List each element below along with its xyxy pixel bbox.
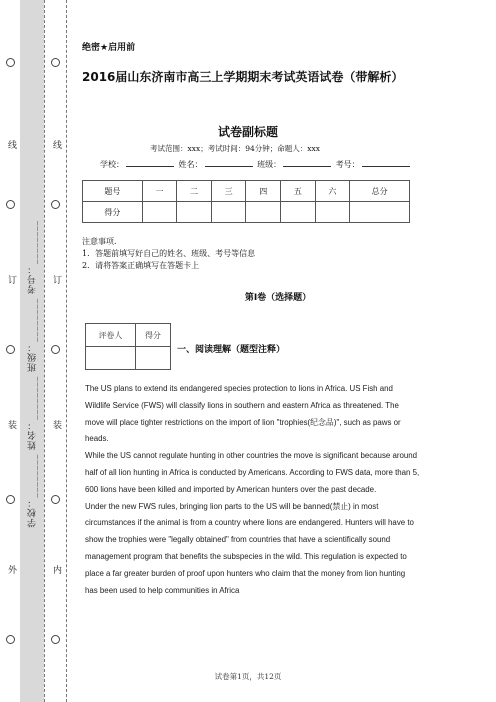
class-blank[interactable] <box>283 158 331 167</box>
inner-label-order: 订 <box>51 275 61 285</box>
school-blank[interactable] <box>126 158 174 167</box>
name-blank[interactable] <box>205 158 253 167</box>
score-header-cell: 总分 <box>350 181 410 202</box>
exam-title: 2016届山东济南市高三上学期期末考试英语试卷（带解析） <box>82 70 404 84</box>
score-header-cell: 三 <box>211 181 246 202</box>
school-label: 学校： <box>100 160 124 169</box>
score-cell[interactable] <box>211 202 246 223</box>
class-label: 班级： <box>257 160 282 169</box>
confidential-mark: 绝密★启用前 <box>82 43 136 53</box>
grader-score-cell[interactable] <box>135 347 170 370</box>
score-cell[interactable] <box>281 202 316 223</box>
passage-paragraph: While the US cannot regulate hunting in other countries the move is significant because around half of all lion hunting in Africa is conducted by Americans. According to FWS data, more than 5, 600 lions have been killed and imported by American hunters over the past decade. <box>85 451 420 494</box>
score-cell[interactable] <box>177 202 212 223</box>
notes-item: 1．答题前填写好自己的姓名、班级、考号等信息 <box>82 249 256 258</box>
score-row-label: 得分 <box>83 202 143 223</box>
score-header-cell: 六 <box>315 181 350 202</box>
binding-circle <box>6 58 15 67</box>
passage-paragraph: Under the new FWS rules, bringing lion parts to the US will be banned(禁止) in most circumstances if the animal is from a country where lions are endangered. Hunters will have to show the trophies were "legally obtained" from countries that have a scientifically sound management program that benefits the subspecies in the wild. This regulation is expected to place a far greater burden of proof upon hunters who claim that the money from lion hunting has been used to help communities in Africa <box>85 501 414 595</box>
grader-label: 评卷人 <box>86 324 136 347</box>
score-table-row <box>83 202 410 223</box>
name-label: 姓名： <box>178 160 203 169</box>
inner-label-bind: 装 <box>51 420 61 430</box>
binding-circle <box>51 58 60 67</box>
exam-info: 考试范围：xxx；考试时间：94分钟；命题人：xxx <box>150 144 320 153</box>
notes-heading: 注意事项. <box>82 237 117 246</box>
binding-circle <box>6 345 15 354</box>
number-label: 考号： <box>335 160 360 169</box>
binding-circle <box>51 635 60 644</box>
inner-cut-line <box>66 0 67 702</box>
score-header-cell: 四 <box>246 181 281 202</box>
notes-item: 2．请将答案正确填写在答题卡上 <box>82 261 200 270</box>
outer-label-outside: 外 <box>6 565 16 575</box>
part-title: 一、阅读理解（题型注释） <box>177 345 286 355</box>
exam-subtitle: 试卷副标题 <box>217 125 278 139</box>
reading-passage <box>85 381 420 599</box>
middle-cut-line <box>44 0 45 702</box>
notes-block <box>82 236 255 272</box>
student-fields <box>100 158 412 170</box>
score-cell[interactable] <box>350 202 410 223</box>
score-header-cell: 二 <box>177 181 212 202</box>
score-cell[interactable] <box>315 202 350 223</box>
score-header-cell: 一 <box>142 181 177 202</box>
score-cell[interactable] <box>142 202 177 223</box>
passage-paragraph: The US plans to extend its endangered species protection to lions in Africa. US Fish and Wildlife Service (FWS) will classify lions in southern and eastern Africa as threatened. The move will place tighter restrictions on the import of lion "trophies(纪念品)", such as paws or heads. <box>85 384 401 444</box>
score-cell[interactable] <box>246 202 281 223</box>
student-info-text: 学校：________ 姓名：________ 班级：________ 考号：________ <box>28 220 38 528</box>
outer-label-bind: 装 <box>6 420 16 430</box>
section-title: 第Ⅰ卷（选择题） <box>244 293 312 303</box>
grader-cell[interactable] <box>86 347 136 370</box>
binding-circle <box>6 200 15 209</box>
outer-label-order: 订 <box>6 275 16 285</box>
binding-circle <box>6 635 15 644</box>
inner-label-line: 线 <box>51 140 61 150</box>
binding-circle <box>51 345 60 354</box>
grader-score-label: 得分 <box>135 324 170 347</box>
binding-circle <box>51 495 60 504</box>
outer-label-line: 线 <box>6 140 16 150</box>
page-footer: 试卷第1页，共12页 <box>214 672 282 681</box>
score-header-cell: 题号 <box>83 181 143 202</box>
score-table-header-row <box>83 181 410 202</box>
number-blank[interactable] <box>362 158 410 167</box>
score-header-cell: 五 <box>281 181 316 202</box>
score-table <box>82 180 410 223</box>
binding-circle <box>51 200 60 209</box>
inner-label-inside: 内 <box>51 565 61 575</box>
grader-table <box>85 323 171 370</box>
binding-circle <box>6 495 15 504</box>
